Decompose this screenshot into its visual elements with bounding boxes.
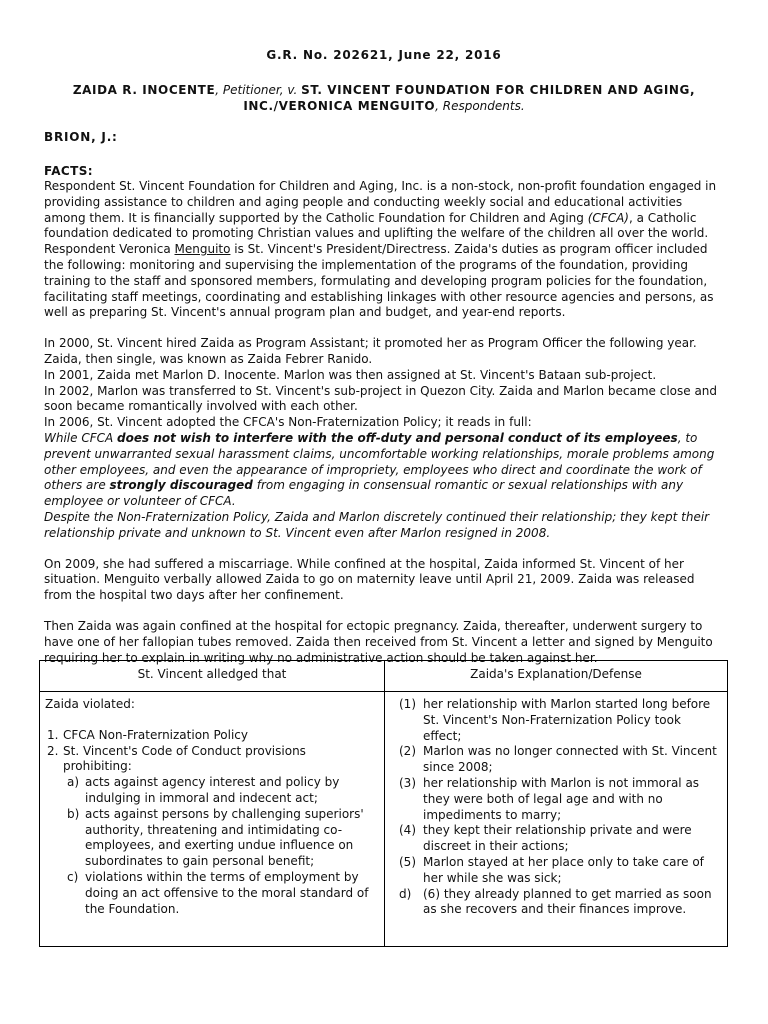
respondent-role: , Respondents.	[435, 99, 525, 113]
list-item	[67, 775, 376, 807]
list-item	[45, 728, 376, 744]
text-run: (CFCA)	[587, 210, 629, 225]
facts-paragraph-5: In 2006, St. Vincent adopted the CFCA's Non-Fraternization Policy; it reads in full:	[44, 415, 532, 430]
text-run: , a Catholic foundation dedicated to promoting Christian values and uplifting the welfare of the children all over the world. Respondent Veronica	[44, 210, 709, 257]
allegation-intro: Zaida violated:	[45, 697, 135, 711]
item-number: (1)	[399, 697, 416, 711]
list-item	[399, 744, 719, 776]
allegation-cell	[40, 692, 385, 947]
facts-heading: FACTS:	[44, 164, 93, 178]
item-text: her relationship with Marlon is not immoral as they were both of legal age and with no impediments to marry;	[423, 775, 700, 822]
text-run: does not wish to interfere with the off-duty and personal conduct of its employees	[117, 430, 678, 445]
case-parties	[44, 82, 724, 114]
header-label: Zaida's Explanation/Defense	[470, 667, 642, 681]
item-text: they kept their relationship private and were discreet in their actions;	[423, 823, 692, 854]
facts-paragraph-1	[44, 179, 724, 321]
item-text: acts against persons by challenging superiors' authority, threatening and intimidating co-employees, and exerting undue influence on subordinates to gain personal benefit;	[85, 806, 364, 869]
list-item	[399, 697, 719, 744]
facts-paragraph-3: In 2001, Zaida met Marlon D. Inocente. Marlon was then assigned at St. Vincent's Bataan sub-project.	[44, 367, 657, 382]
item-text: violations within the terms of employment by doing an act offensive to the moral standard of the Foundation.	[85, 869, 369, 916]
petitioner-role: , Petitioner, v.	[215, 83, 302, 97]
item-number: (4)	[399, 823, 416, 838]
text-run: from engaging in consensual romantic or sexual relationships with any employee or volunteer of CFCA.	[44, 478, 684, 509]
text-run: Respondent St. Vincent Foundation for Children and Aging, Inc. is a non-stock, non-profit foundation engaged in providing assistance to children and aging people and conducting weekly social and educational activities among them. It is financially supported by the Catholic Foundation for Children and Aging	[44, 179, 717, 225]
item-number: b)	[67, 806, 80, 821]
case-title: G.R. No. 202621, June 22, 2016	[266, 48, 502, 62]
text-run: Menguito	[174, 242, 231, 257]
table-header-defense	[385, 661, 728, 692]
item-text: CFCA Non-Fraternization Policy	[63, 727, 248, 742]
list-item	[399, 887, 719, 919]
respondent-name: ST. VINCENT FOUNDATION FOR CHILDREN AND AGING, INC./VERONICA MENGUITO	[243, 83, 696, 113]
item-text: her relationship with Marlon started long before St. Vincent's Non-Fraternization Policy took effect;	[423, 697, 711, 743]
header-label: St. Vincent alledged that	[137, 667, 287, 681]
facts-body	[44, 179, 724, 666]
text-run: While CFCA	[44, 430, 118, 445]
item-number: (2)	[399, 744, 416, 759]
item-text: Marlon stayed at her place only to take care of her while she was sick;	[423, 854, 704, 885]
list-item	[45, 744, 376, 776]
item-number: 1.	[47, 727, 59, 742]
policy-quote	[44, 431, 724, 510]
item-text: acts against agency interest and policy by indulging in immoral and indecent act;	[85, 775, 340, 805]
facts-paragraph-6: Despite the Non-Fraternization Policy, Zaida and Marlon discretely continued their relationship; they kept their relationship private and unknown to St. Vincent even after Marlon resigned in 2008.	[44, 509, 710, 540]
item-number: (3)	[399, 775, 416, 790]
item-number: 2.	[47, 743, 59, 758]
item-number: a)	[67, 775, 80, 790]
item-text: (6) they already planned to get married as soon as she recovers and their finances improve.	[423, 886, 712, 917]
list-item	[67, 807, 376, 870]
text-run: , to prevent unwarranted sexual harassment claims, uncomfortable working relationships, morale problems among other employees, and even the appearance of impropriety, employees who direct and coordinate the work of others are	[44, 430, 715, 493]
facts-paragraph-2: In 2000, St. Vincent hired Zaida as Program Assistant; it promoted her as Program Officer the following year. Zaida, then single, was known as Zaida Febrer Ranido.	[44, 336, 697, 366]
facts-paragraph-8: Then Zaida was again confined at the hospital for ectopic pregnancy. Zaida, thereafter, underwent surgery to have one of her fallopian tubes removed. Zaida then received from St. Vincent a letter and signed by Menguito requiring her to explain in writing why no administrative action should be taken against her.	[44, 618, 713, 665]
item-number: c)	[67, 869, 79, 884]
defense-cell	[385, 692, 728, 947]
list-item	[399, 776, 719, 823]
item-number: (5)	[399, 854, 416, 869]
facts-paragraph-4: In 2002, Marlon was transferred to St. Vincent's sub-project in Quezon City. Zaida and Marlon became close and soon became romantically involved with each other.	[44, 383, 718, 414]
list-item	[67, 870, 376, 917]
text-run: strongly discouraged	[109, 478, 253, 493]
allegation-defense-table	[39, 660, 728, 947]
table-header-allegation	[40, 661, 385, 692]
item-text: Marlon was no longer connected with St. Vincent since 2008;	[423, 744, 717, 775]
item-text: St. Vincent's Code of Conduct provisions prohibiting:	[63, 743, 306, 774]
list-item	[399, 855, 719, 887]
petitioner-name: ZAIDA R. INOCENTE	[72, 83, 216, 97]
list-item	[399, 823, 719, 855]
ponente: BRION, J.:	[44, 130, 118, 144]
text-run: is St. Vincent's President/Directress. Zaida's duties as program officer included the following: monitoring and supervising the implementation of the programs of the foundation, providing training to the staff and sponsored members, formulating and developing program policies for the foundation, facilitating staff meetings, coordinating and establishing linkages with other resource agencies and persons, as well as preparing St. Vincent's annual program plan and budget, and year-end reports.	[44, 242, 714, 320]
item-number: d)	[399, 886, 412, 901]
facts-paragraph-7: On 2009, she had suffered a miscarriage. While confined at the hospital, Zaida informed St. Vincent of her situation. Menguito verbally allowed Zaida to go on maternity leave until April 21, 2009. Zaida was released from the hospital two days after her confinement.	[44, 556, 695, 603]
